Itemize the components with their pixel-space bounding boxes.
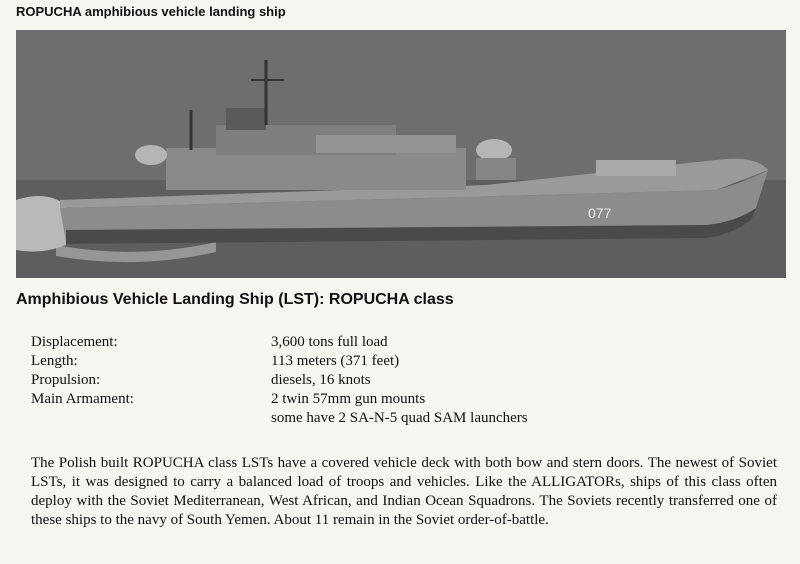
photo-caption: ROPUCHA amphibious vehicle landing ship bbox=[16, 4, 286, 19]
spec-label: Length: bbox=[31, 353, 78, 369]
spec-label: Displacement: bbox=[31, 334, 118, 350]
spec-row-armament bbox=[31, 390, 528, 409]
ship-illustration bbox=[16, 30, 786, 278]
spec-armament-continuation: some have 2 SA-N-5 quad SAM launchers bbox=[271, 410, 528, 426]
spec-label: Propulsion: bbox=[31, 372, 101, 388]
specifications-list bbox=[31, 333, 528, 428]
spec-value: 3,600 tons full load bbox=[271, 334, 388, 350]
spec-row-displacement bbox=[31, 333, 528, 352]
spec-row-propulsion bbox=[31, 371, 528, 390]
ship-photo bbox=[16, 30, 786, 278]
spec-label: Main Armament: bbox=[31, 391, 134, 407]
spec-value: 113 meters (371 feet) bbox=[271, 353, 400, 369]
spec-row-length bbox=[31, 352, 528, 371]
spec-value: diesels, 16 knots bbox=[271, 372, 371, 388]
section-heading: Amphibious Vehicle Landing Ship (LST): ROPUCHA class bbox=[16, 291, 454, 308]
spec-value: 2 twin 57mm gun mounts bbox=[271, 391, 426, 407]
description-paragraph: The Polish built ROPUCHA class LSTs have a covered vehicle deck with both bow and stern doors. The newest of Soviet LSTs, it was designed to carry a balanced load of troops and vehicles. Like the ALLIGATORs, ships of this class often deploy with the Soviet Mediterranean, West African, and Indian Ocean Squadrons. The Soviets recently transferred one of these ships to the navy of South Yemen. About 11 remain in the Soviet order-of-battle. bbox=[31, 455, 777, 528]
hull-number: 077 bbox=[588, 205, 612, 221]
